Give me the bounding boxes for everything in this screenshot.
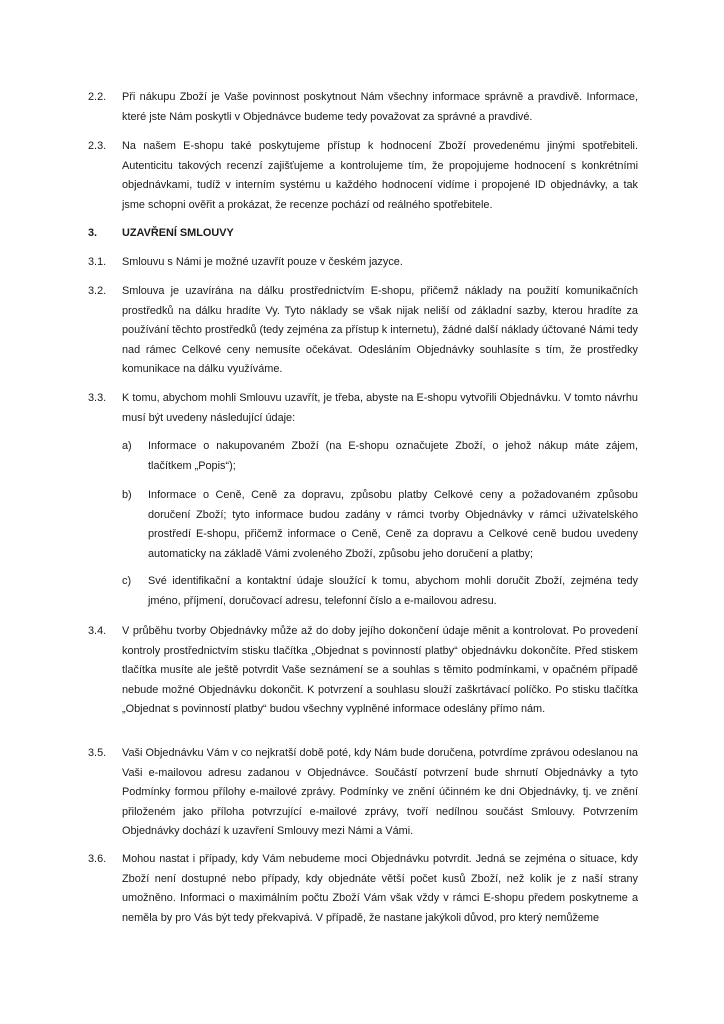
subitem-text: Informace o Ceně, Ceně za dopravu, způsobu platby Celkové ceny a požadovaném způsobu doručení Zboží; tyto informace budou zadány v rámci tvorby Objednávky v rámci uživatelského prostředí E-shopu, přičemž informace o Ceně, Ceně za dopravu a Celkové ceně budou uvedeny automaticky na základě Vámi zvoleného Zboží, způsobu jeho doručení a platby;: [148, 489, 638, 560]
clause-3-6: [88, 850, 638, 928]
subitem-text: Informace o nakupovaném Zboží (na E-shopu označujete Zboží, o jehož nákup máte zájem, tlačítkem „Popis“);: [148, 440, 638, 472]
clause-3-4: [88, 622, 638, 720]
clause-text: Mohou nastat i případy, kdy Vám nebudeme moci Objednávku potvrdit. Jedná se zejména o situace, kdy Zboží není dostupné nebo případy, kdy objednáte větší počet kusů Zboží, než kolik je z naší strany umožněno. Informaci o maximálním počtu Zboží Vám však vždy v rámci E-shopu předem poskytneme a neměla by pro Vás být tedy překvapivá. V případě, že nastane jakýkoli důvod, pro který nemůžeme: [122, 853, 638, 924]
clause-text: Vaši Objednávku Vám v co nejkratší době poté, kdy Nám bude doručena, potvrdíme zprávou odeslanou na Vaši e-mailovou adresu zadanou v Objednávce. Součástí potvrzení bude shrnutí Objednávky a tyto Podmínky formou přílohy e-mailové zprávy. Podmínky ve znění účinném ke dni Objednávky, tj. ve znění přiloženém jako příloha potvrzující e-mailové zprávy, tvoří nedílnou součást Smlouvy. Potvrzením Objednávky dochází k uzavření Smlouvy mezi Námi a Vámi.: [122, 747, 638, 838]
clause-number: 2.2.: [88, 91, 107, 103]
clause-3-3: [88, 389, 638, 428]
section-number: 3.: [88, 227, 98, 239]
clause-number: 3.2.: [88, 285, 107, 297]
clause-3-1: [88, 253, 638, 273]
subitem-letter: a): [122, 440, 132, 452]
clause-text: Na našem E-shopu také poskytujeme přístup k hodnocení Zboží provedenému jinými spotřebiteli. Autenticitu takových recenzí zajišťujeme a kontrolujeme tím, že propojujeme hodnocení s konkrétními objednávkami, tudíž v interním systému u každého hodnocení vidíme i propojené ID objednávky, a tak jsme schopni ověřit a prokázat, že recenze pochází od reálného spotřebitele.: [122, 140, 638, 211]
clause-3-2: [88, 282, 638, 380]
subitem-c: [122, 572, 638, 611]
clause-text: Smlouvu s Námi je možné uzavřít pouze v českém jazyce.: [122, 256, 403, 268]
subitem-text: Své identifikační a kontaktní údaje sloužící k tomu, abychom mohli doručit Zboží, zejména tedy jméno, příjmení, doručovací adresu, telefonní číslo a e-mailovou adresu.: [148, 575, 638, 607]
section-title: UZAVŘENÍ SMLOUVY: [122, 227, 234, 239]
clause-2-2: [88, 88, 638, 127]
clause-3-5: [88, 744, 638, 842]
clause-number: 3.4.: [88, 625, 107, 637]
clause-number: 2.3.: [88, 140, 107, 152]
subitem-b: [122, 486, 638, 564]
clause-2-3: [88, 137, 638, 215]
subitem-letter: c): [122, 575, 132, 587]
clause-text: V průběhu tvorby Objednávky může až do doby jejího dokončení údaje měnit a kontrolovat. Po provedení kontroly prostřednictvím stisku tlačítka „Objednat s povinností platby“ objednávku dokončíte. Před stiskem tlačítka musíte ale ještě potvrdit Vaše seznámení se a souhlas s těmito podmínkami, v opačném případě nebude možné Objednávku dokončit. K potvrzení a souhlasu slouží zaškrtávací políčko. Po stisku tlačítka „Objednat s povinností platby“ budou všechny vyplněné informace odeslány přímo nám.: [122, 625, 638, 716]
clause-number: 3.1.: [88, 256, 107, 268]
subitem-a: [122, 437, 638, 476]
clause-number: 3.5.: [88, 747, 107, 759]
clause-text: Při nákupu Zboží je Vaše povinnost poskytnout Nám všechny informace správně a pravdivě. Informace, které jste Nám poskytli v Objednávce budeme tedy považovat za správné a pravdivé.: [122, 91, 638, 123]
clause-number: 3.3.: [88, 392, 107, 404]
clause-text: K tomu, abychom mohli Smlouvu uzavřít, je třeba, abyste na E-shopu vytvořili Objednávku. V tomto návrhu musí být uvedeny následující údaje:: [122, 392, 638, 424]
clause-text: Smlouva je uzavírána na dálku prostřednictvím E-shopu, přičemž náklady na použití komunikačních prostředků na dálku hradíte Vy. Tyto náklady se však nijak neliší od základní sazby, kterou hradíte za používání těchto prostředků (tedy zejména za přístup k internetu), žádné další náklady účtované Námi tedy nad rámec Celkové ceny nemusíte očekávat. Odesláním Objednávky souhlasíte s tím, že prostředky komunikace na dálku využíváme.: [122, 285, 638, 376]
clause-number: 3.6.: [88, 853, 107, 865]
subitem-letter: b): [122, 489, 132, 501]
section-heading: [88, 224, 638, 244]
